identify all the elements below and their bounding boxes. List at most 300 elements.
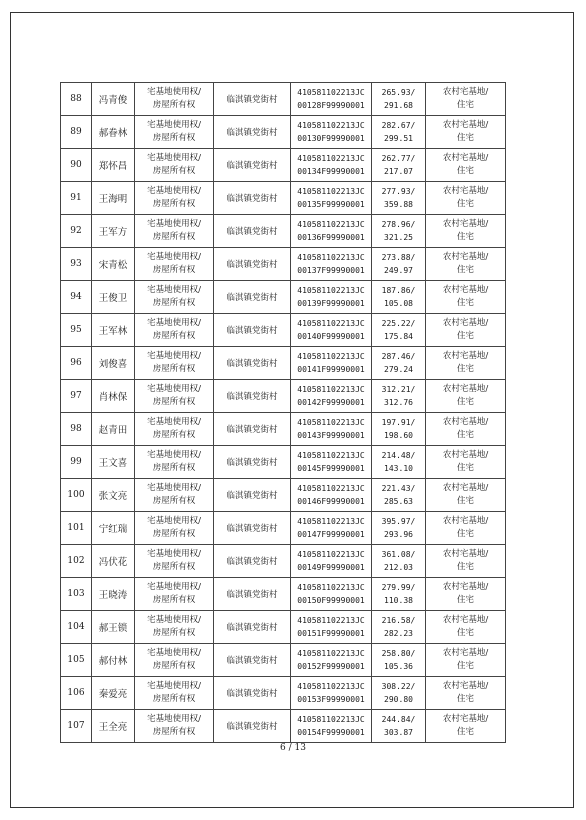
parcel-code-cell-text: 00139F99990001 [297, 299, 365, 308]
row-number-cell [61, 677, 92, 710]
row-number-cell [61, 413, 92, 446]
parcel-code-cell [291, 611, 372, 644]
table-row [61, 347, 506, 380]
land-use-cell [426, 281, 506, 314]
right-type-cell [135, 545, 214, 578]
owner-name-cell-text: 王海明 [98, 194, 128, 205]
area-cell [372, 116, 426, 149]
area-cell-text: 395.97/ [381, 517, 416, 526]
area-cell-text: 110.38 [384, 596, 413, 605]
row-number-cell-text: 105 [67, 655, 85, 665]
land-use-cell-text: 住宅 [456, 496, 474, 506]
right-type-cell-text: 宅基地使用权/ [147, 450, 201, 460]
area-cell [372, 413, 426, 446]
land-use-cell-text: 住宅 [456, 133, 474, 143]
row-number-cell [61, 446, 92, 479]
right-type-cell-text: 房屋所有权 [152, 463, 196, 473]
location-cell [214, 182, 291, 215]
location-cell-text: 临淇镇党街村 [226, 392, 278, 402]
row-number-cell [61, 149, 92, 182]
row-number-cell-text: 93 [70, 259, 82, 269]
parcel-code-cell [291, 545, 372, 578]
row-number-cell [61, 479, 92, 512]
area-cell [372, 314, 426, 347]
parcel-code-cell-text: 00147F99990001 [297, 530, 365, 539]
area-cell-text: 262.77/ [381, 154, 416, 163]
parcel-code-cell-text: 00137F99990001 [297, 266, 365, 275]
parcel-code-cell-text: 410581102213JC [297, 121, 365, 130]
location-cell-text: 临淇镇党街村 [226, 491, 278, 501]
table-row [61, 611, 506, 644]
right-type-cell-text: 房屋所有权 [152, 727, 196, 737]
parcel-code-cell-text: 410581102213JC [297, 253, 365, 262]
table-row [61, 710, 506, 743]
land-use-cell-text: 农村宅基地/ [442, 351, 489, 361]
owner-name-cell [92, 446, 135, 479]
parcel-code-cell-text: 00145F99990001 [297, 464, 365, 473]
land-use-cell [426, 149, 506, 182]
right-type-cell-text: 宅基地使用权/ [147, 483, 201, 493]
location-cell [214, 83, 291, 116]
right-type-cell-text: 房屋所有权 [152, 232, 196, 242]
right-type-cell [135, 578, 214, 611]
land-use-cell-text: 住宅 [456, 232, 474, 242]
area-cell-text: 216.58/ [381, 616, 416, 625]
land-use-cell [426, 314, 506, 347]
area-cell-text: 143.10 [384, 464, 413, 473]
parcel-code-cell-text: 00142F99990001 [297, 398, 365, 407]
parcel-code-cell-text: 410581102213JC [297, 352, 365, 361]
owner-name-cell-text: 秦爱亮 [98, 689, 128, 700]
location-cell [214, 413, 291, 446]
parcel-code-cell-text: 00152F99990001 [297, 662, 365, 671]
land-use-cell-text: 住宅 [456, 364, 474, 374]
registration-table [60, 82, 506, 743]
land-use-cell [426, 611, 506, 644]
right-type-cell-text: 宅基地使用权/ [147, 549, 201, 559]
row-number-cell [61, 545, 92, 578]
parcel-code-cell-text: 00135F99990001 [297, 200, 365, 209]
area-cell-text: 175.84 [384, 332, 413, 341]
area-cell [372, 644, 426, 677]
area-cell [372, 710, 426, 743]
location-cell-text: 临淇镇党街村 [226, 194, 278, 204]
right-type-cell-text: 宅基地使用权/ [147, 516, 201, 526]
right-type-cell [135, 83, 214, 116]
row-number-cell-text: 98 [70, 424, 82, 434]
right-type-cell [135, 182, 214, 215]
land-use-cell [426, 446, 506, 479]
location-cell [214, 545, 291, 578]
right-type-cell-text: 房屋所有权 [152, 496, 196, 506]
owner-name-cell [92, 413, 135, 446]
owner-name-cell [92, 578, 135, 611]
area-cell-text: 217.07 [384, 167, 413, 176]
owner-name-cell [92, 512, 135, 545]
owner-name-cell-text: 郝王锁 [98, 623, 128, 634]
location-cell-text: 临淇镇党街村 [226, 722, 278, 732]
land-use-cell-text: 住宅 [456, 595, 474, 605]
location-cell-text: 临淇镇党街村 [226, 128, 278, 138]
land-use-cell-text: 农村宅基地/ [442, 384, 489, 394]
location-cell-text: 临淇镇党街村 [226, 623, 278, 633]
owner-name-cell [92, 677, 135, 710]
area-cell-text: 187.86/ [381, 286, 416, 295]
row-number-cell-text: 106 [67, 688, 85, 698]
parcel-code-cell [291, 149, 372, 182]
table-row [61, 116, 506, 149]
parcel-code-cell [291, 710, 372, 743]
owner-name-cell-text: 宋青松 [98, 260, 128, 271]
right-type-cell-text: 房屋所有权 [152, 694, 196, 704]
area-cell [372, 578, 426, 611]
owner-name-cell-text: 冯青俊 [98, 95, 128, 106]
location-cell-text: 临淇镇党街村 [226, 590, 278, 600]
parcel-code-cell-text: 410581102213JC [297, 583, 365, 592]
right-type-cell [135, 314, 214, 347]
right-type-cell-text: 宅基地使用权/ [147, 681, 201, 691]
parcel-code-cell [291, 479, 372, 512]
table-row [61, 182, 506, 215]
location-cell-text: 临淇镇党街村 [226, 260, 278, 270]
land-use-cell-text: 农村宅基地/ [442, 285, 489, 295]
parcel-code-cell-text: 410581102213JC [297, 616, 365, 625]
location-cell-text: 临淇镇党街村 [226, 326, 278, 336]
right-type-cell-text: 房屋所有权 [152, 628, 196, 638]
area-cell-text: 282.23 [384, 629, 413, 638]
area-cell-text: 279.24 [384, 365, 413, 374]
right-type-cell-text: 房屋所有权 [152, 661, 196, 671]
row-number-cell-text: 90 [70, 160, 82, 170]
row-number-cell-text: 104 [67, 622, 85, 632]
owner-name-cell [92, 314, 135, 347]
row-number-cell-text: 89 [70, 127, 82, 137]
right-type-cell [135, 116, 214, 149]
right-type-cell-text: 宅基地使用权/ [147, 318, 201, 328]
area-cell [372, 479, 426, 512]
area-cell-text: 278.96/ [381, 220, 416, 229]
owner-name-cell-text: 王全亮 [98, 722, 128, 733]
land-use-cell-text: 住宅 [456, 694, 474, 704]
location-cell-text: 临淇镇党街村 [226, 227, 278, 237]
parcel-code-cell [291, 413, 372, 446]
row-number-cell-text: 100 [67, 490, 85, 500]
right-type-cell [135, 611, 214, 644]
land-use-cell-text: 农村宅基地/ [442, 417, 489, 427]
area-cell-text: 361.08/ [381, 550, 416, 559]
row-number-cell [61, 611, 92, 644]
parcel-code-cell-text: 410581102213JC [297, 154, 365, 163]
owner-name-cell [92, 215, 135, 248]
parcel-code-cell-text: 410581102213JC [297, 88, 365, 97]
right-type-cell-text: 宅基地使用权/ [147, 417, 201, 427]
table-row [61, 380, 506, 413]
owner-name-cell-text: 宁红瑞 [98, 524, 128, 535]
land-use-cell-text: 农村宅基地/ [442, 681, 489, 691]
land-use-cell-text: 农村宅基地/ [442, 120, 489, 130]
area-cell-text: 212.03 [384, 563, 413, 572]
parcel-code-cell-text: 00143F99990001 [297, 431, 365, 440]
area-cell-text: 290.80 [384, 695, 413, 704]
row-number-cell [61, 182, 92, 215]
parcel-code-cell [291, 578, 372, 611]
area-cell-text: 321.25 [384, 233, 413, 242]
land-use-cell-text: 农村宅基地/ [442, 549, 489, 559]
land-use-cell [426, 182, 506, 215]
row-number-cell-text: 88 [70, 94, 82, 104]
land-use-cell-text: 住宅 [456, 265, 474, 275]
parcel-code-cell-text: 00128F99990001 [297, 101, 365, 110]
area-cell-text: 105.36 [384, 662, 413, 671]
land-use-cell [426, 116, 506, 149]
land-use-cell-text: 农村宅基地/ [442, 648, 489, 658]
right-type-cell-text: 宅基地使用权/ [147, 87, 201, 97]
right-type-cell-text: 房屋所有权 [152, 265, 196, 275]
right-type-cell-text: 房屋所有权 [152, 397, 196, 407]
parcel-code-cell [291, 644, 372, 677]
owner-name-cell-text: 王晓涛 [98, 590, 128, 601]
table-row [61, 644, 506, 677]
right-type-cell-text: 房屋所有权 [152, 364, 196, 374]
right-type-cell-text: 宅基地使用权/ [147, 648, 201, 658]
right-type-cell [135, 677, 214, 710]
land-use-cell-text: 住宅 [456, 562, 474, 572]
land-use-cell [426, 545, 506, 578]
area-cell-text: 279.99/ [381, 583, 416, 592]
parcel-code-cell [291, 248, 372, 281]
table-row [61, 413, 506, 446]
location-cell-text: 临淇镇党街村 [226, 524, 278, 534]
parcel-code-cell-text: 00154F99990001 [297, 728, 365, 737]
land-use-cell-text: 住宅 [456, 100, 474, 110]
area-cell [372, 380, 426, 413]
parcel-code-cell-text: 00151F99990001 [297, 629, 365, 638]
owner-name-cell [92, 83, 135, 116]
row-number-cell [61, 248, 92, 281]
right-type-cell [135, 644, 214, 677]
location-cell [214, 314, 291, 347]
row-number-cell-text: 101 [67, 523, 85, 533]
location-cell [214, 512, 291, 545]
row-number-cell [61, 512, 92, 545]
location-cell [214, 281, 291, 314]
right-type-cell [135, 281, 214, 314]
location-cell-text: 临淇镇党街村 [226, 458, 278, 468]
right-type-cell [135, 149, 214, 182]
owner-name-cell [92, 347, 135, 380]
row-number-cell [61, 347, 92, 380]
table-row [61, 479, 506, 512]
area-cell-text: 308.22/ [381, 682, 416, 691]
land-use-cell [426, 512, 506, 545]
right-type-cell [135, 512, 214, 545]
land-use-cell [426, 479, 506, 512]
owner-name-cell-text: 王军林 [98, 326, 128, 337]
right-type-cell-text: 房屋所有权 [152, 298, 196, 308]
area-cell [372, 446, 426, 479]
location-cell [214, 677, 291, 710]
owner-name-cell-text: 郝付林 [98, 656, 128, 667]
right-type-cell [135, 215, 214, 248]
parcel-code-cell [291, 347, 372, 380]
location-cell [214, 611, 291, 644]
table-row [61, 149, 506, 182]
land-use-cell [426, 248, 506, 281]
right-type-cell-text: 宅基地使用权/ [147, 714, 201, 724]
location-cell-text: 临淇镇党街村 [226, 359, 278, 369]
parcel-code-cell-text: 00149F99990001 [297, 563, 365, 572]
area-cell [372, 83, 426, 116]
land-use-cell [426, 215, 506, 248]
owner-name-cell-text: 郑怀昌 [98, 161, 128, 172]
land-use-cell-text: 农村宅基地/ [442, 714, 489, 724]
land-use-cell-text: 农村宅基地/ [442, 318, 489, 328]
row-number-cell [61, 644, 92, 677]
right-type-cell [135, 413, 214, 446]
area-cell-text: 303.87 [384, 728, 413, 737]
area-cell [372, 281, 426, 314]
area-cell [372, 677, 426, 710]
right-type-cell-text: 房屋所有权 [152, 199, 196, 209]
parcel-code-cell-text: 410581102213JC [297, 649, 365, 658]
parcel-code-cell-text: 410581102213JC [297, 484, 365, 493]
location-cell [214, 116, 291, 149]
location-cell-text: 临淇镇党街村 [226, 95, 278, 105]
table-row [61, 83, 506, 116]
row-number-cell [61, 281, 92, 314]
parcel-code-cell [291, 677, 372, 710]
owner-name-cell [92, 644, 135, 677]
owner-name-cell [92, 149, 135, 182]
right-type-cell-text: 房屋所有权 [152, 562, 196, 572]
land-use-cell-text: 农村宅基地/ [442, 582, 489, 592]
location-cell [214, 446, 291, 479]
parcel-code-cell-text: 410581102213JC [297, 715, 365, 724]
area-cell-text: 249.97 [384, 266, 413, 275]
area-cell-text: 265.93/ [381, 88, 416, 97]
land-use-cell [426, 347, 506, 380]
land-use-cell-text: 住宅 [456, 529, 474, 539]
land-use-cell-text: 住宅 [456, 430, 474, 440]
right-type-cell-text: 宅基地使用权/ [147, 153, 201, 163]
owner-name-cell [92, 545, 135, 578]
owner-name-cell-text: 王军方 [98, 227, 128, 238]
owner-name-cell-text: 王文喜 [98, 458, 128, 469]
parcel-code-cell-text: 410581102213JC [297, 451, 365, 460]
location-cell [214, 215, 291, 248]
area-cell [372, 545, 426, 578]
land-use-cell-text: 住宅 [456, 727, 474, 737]
area-cell-text: 312.21/ [381, 385, 416, 394]
parcel-code-cell-text: 00134F99990001 [297, 167, 365, 176]
owner-name-cell [92, 182, 135, 215]
owner-name-cell [92, 248, 135, 281]
land-use-cell [426, 578, 506, 611]
land-use-cell-text: 农村宅基地/ [442, 516, 489, 526]
area-cell-text: 244.84/ [381, 715, 416, 724]
parcel-code-cell-text: 410581102213JC [297, 682, 365, 691]
right-type-cell-text: 房屋所有权 [152, 133, 196, 143]
land-use-cell-text: 农村宅基地/ [442, 450, 489, 460]
parcel-code-cell-text: 410581102213JC [297, 319, 365, 328]
page-number: 6 / 13 [280, 743, 306, 753]
right-type-cell-text: 宅基地使用权/ [147, 252, 201, 262]
parcel-code-cell [291, 380, 372, 413]
area-cell-text: 105.08 [384, 299, 413, 308]
parcel-code-cell-text: 00150F99990001 [297, 596, 365, 605]
land-use-cell-text: 住宅 [456, 331, 474, 341]
owner-name-cell-text: 刘俊喜 [98, 359, 128, 370]
area-cell-text: 293.96 [384, 530, 413, 539]
owner-name-cell [92, 710, 135, 743]
row-number-cell-text: 102 [67, 556, 85, 566]
parcel-code-cell-text: 410581102213JC [297, 385, 365, 394]
location-cell [214, 347, 291, 380]
land-use-cell-text: 住宅 [456, 661, 474, 671]
table-row [61, 512, 506, 545]
area-cell-text: 312.76 [384, 398, 413, 407]
owner-name-cell-text: 冯伏花 [98, 557, 128, 568]
table-row [61, 281, 506, 314]
table-row [61, 215, 506, 248]
row-number-cell-text: 107 [67, 721, 85, 731]
row-number-cell-text: 96 [70, 358, 82, 368]
row-number-cell-text: 97 [70, 391, 82, 401]
parcel-code-cell-text: 410581102213JC [297, 517, 365, 526]
owner-name-cell-text: 赵青田 [98, 425, 128, 436]
row-number-cell-text: 92 [70, 226, 82, 236]
parcel-code-cell-text: 410581102213JC [297, 286, 365, 295]
land-use-cell-text: 农村宅基地/ [442, 252, 489, 262]
location-cell [214, 644, 291, 677]
row-number-cell [61, 314, 92, 347]
right-type-cell-text: 宅基地使用权/ [147, 120, 201, 130]
right-type-cell-text: 房屋所有权 [152, 430, 196, 440]
land-use-cell-text: 住宅 [456, 298, 474, 308]
area-cell [372, 149, 426, 182]
owner-name-cell-text: 肖林保 [98, 392, 128, 403]
right-type-cell-text: 宅基地使用权/ [147, 351, 201, 361]
land-use-cell-text: 住宅 [456, 397, 474, 407]
right-type-cell-text: 宅基地使用权/ [147, 582, 201, 592]
right-type-cell-text: 宅基地使用权/ [147, 186, 201, 196]
area-cell [372, 248, 426, 281]
row-number-cell [61, 116, 92, 149]
parcel-code-cell-text: 00141F99990001 [297, 365, 365, 374]
land-use-cell-text: 住宅 [456, 166, 474, 176]
area-cell-text: 285.63 [384, 497, 413, 506]
parcel-code-cell [291, 446, 372, 479]
parcel-code-cell-text: 00130F99990001 [297, 134, 365, 143]
location-cell [214, 380, 291, 413]
row-number-cell [61, 215, 92, 248]
land-use-cell-text: 农村宅基地/ [442, 615, 489, 625]
owner-name-cell [92, 380, 135, 413]
right-type-cell-text: 宅基地使用权/ [147, 384, 201, 394]
area-cell-text: 198.60 [384, 431, 413, 440]
land-use-cell [426, 644, 506, 677]
right-type-cell-text: 宅基地使用权/ [147, 219, 201, 229]
land-use-cell [426, 677, 506, 710]
right-type-cell-text: 房屋所有权 [152, 331, 196, 341]
land-use-cell-text: 农村宅基地/ [442, 186, 489, 196]
table-row [61, 314, 506, 347]
area-cell [372, 215, 426, 248]
land-use-cell [426, 413, 506, 446]
owner-name-cell-text: 王俊卫 [98, 293, 128, 304]
location-cell [214, 710, 291, 743]
land-use-cell-text: 农村宅基地/ [442, 219, 489, 229]
